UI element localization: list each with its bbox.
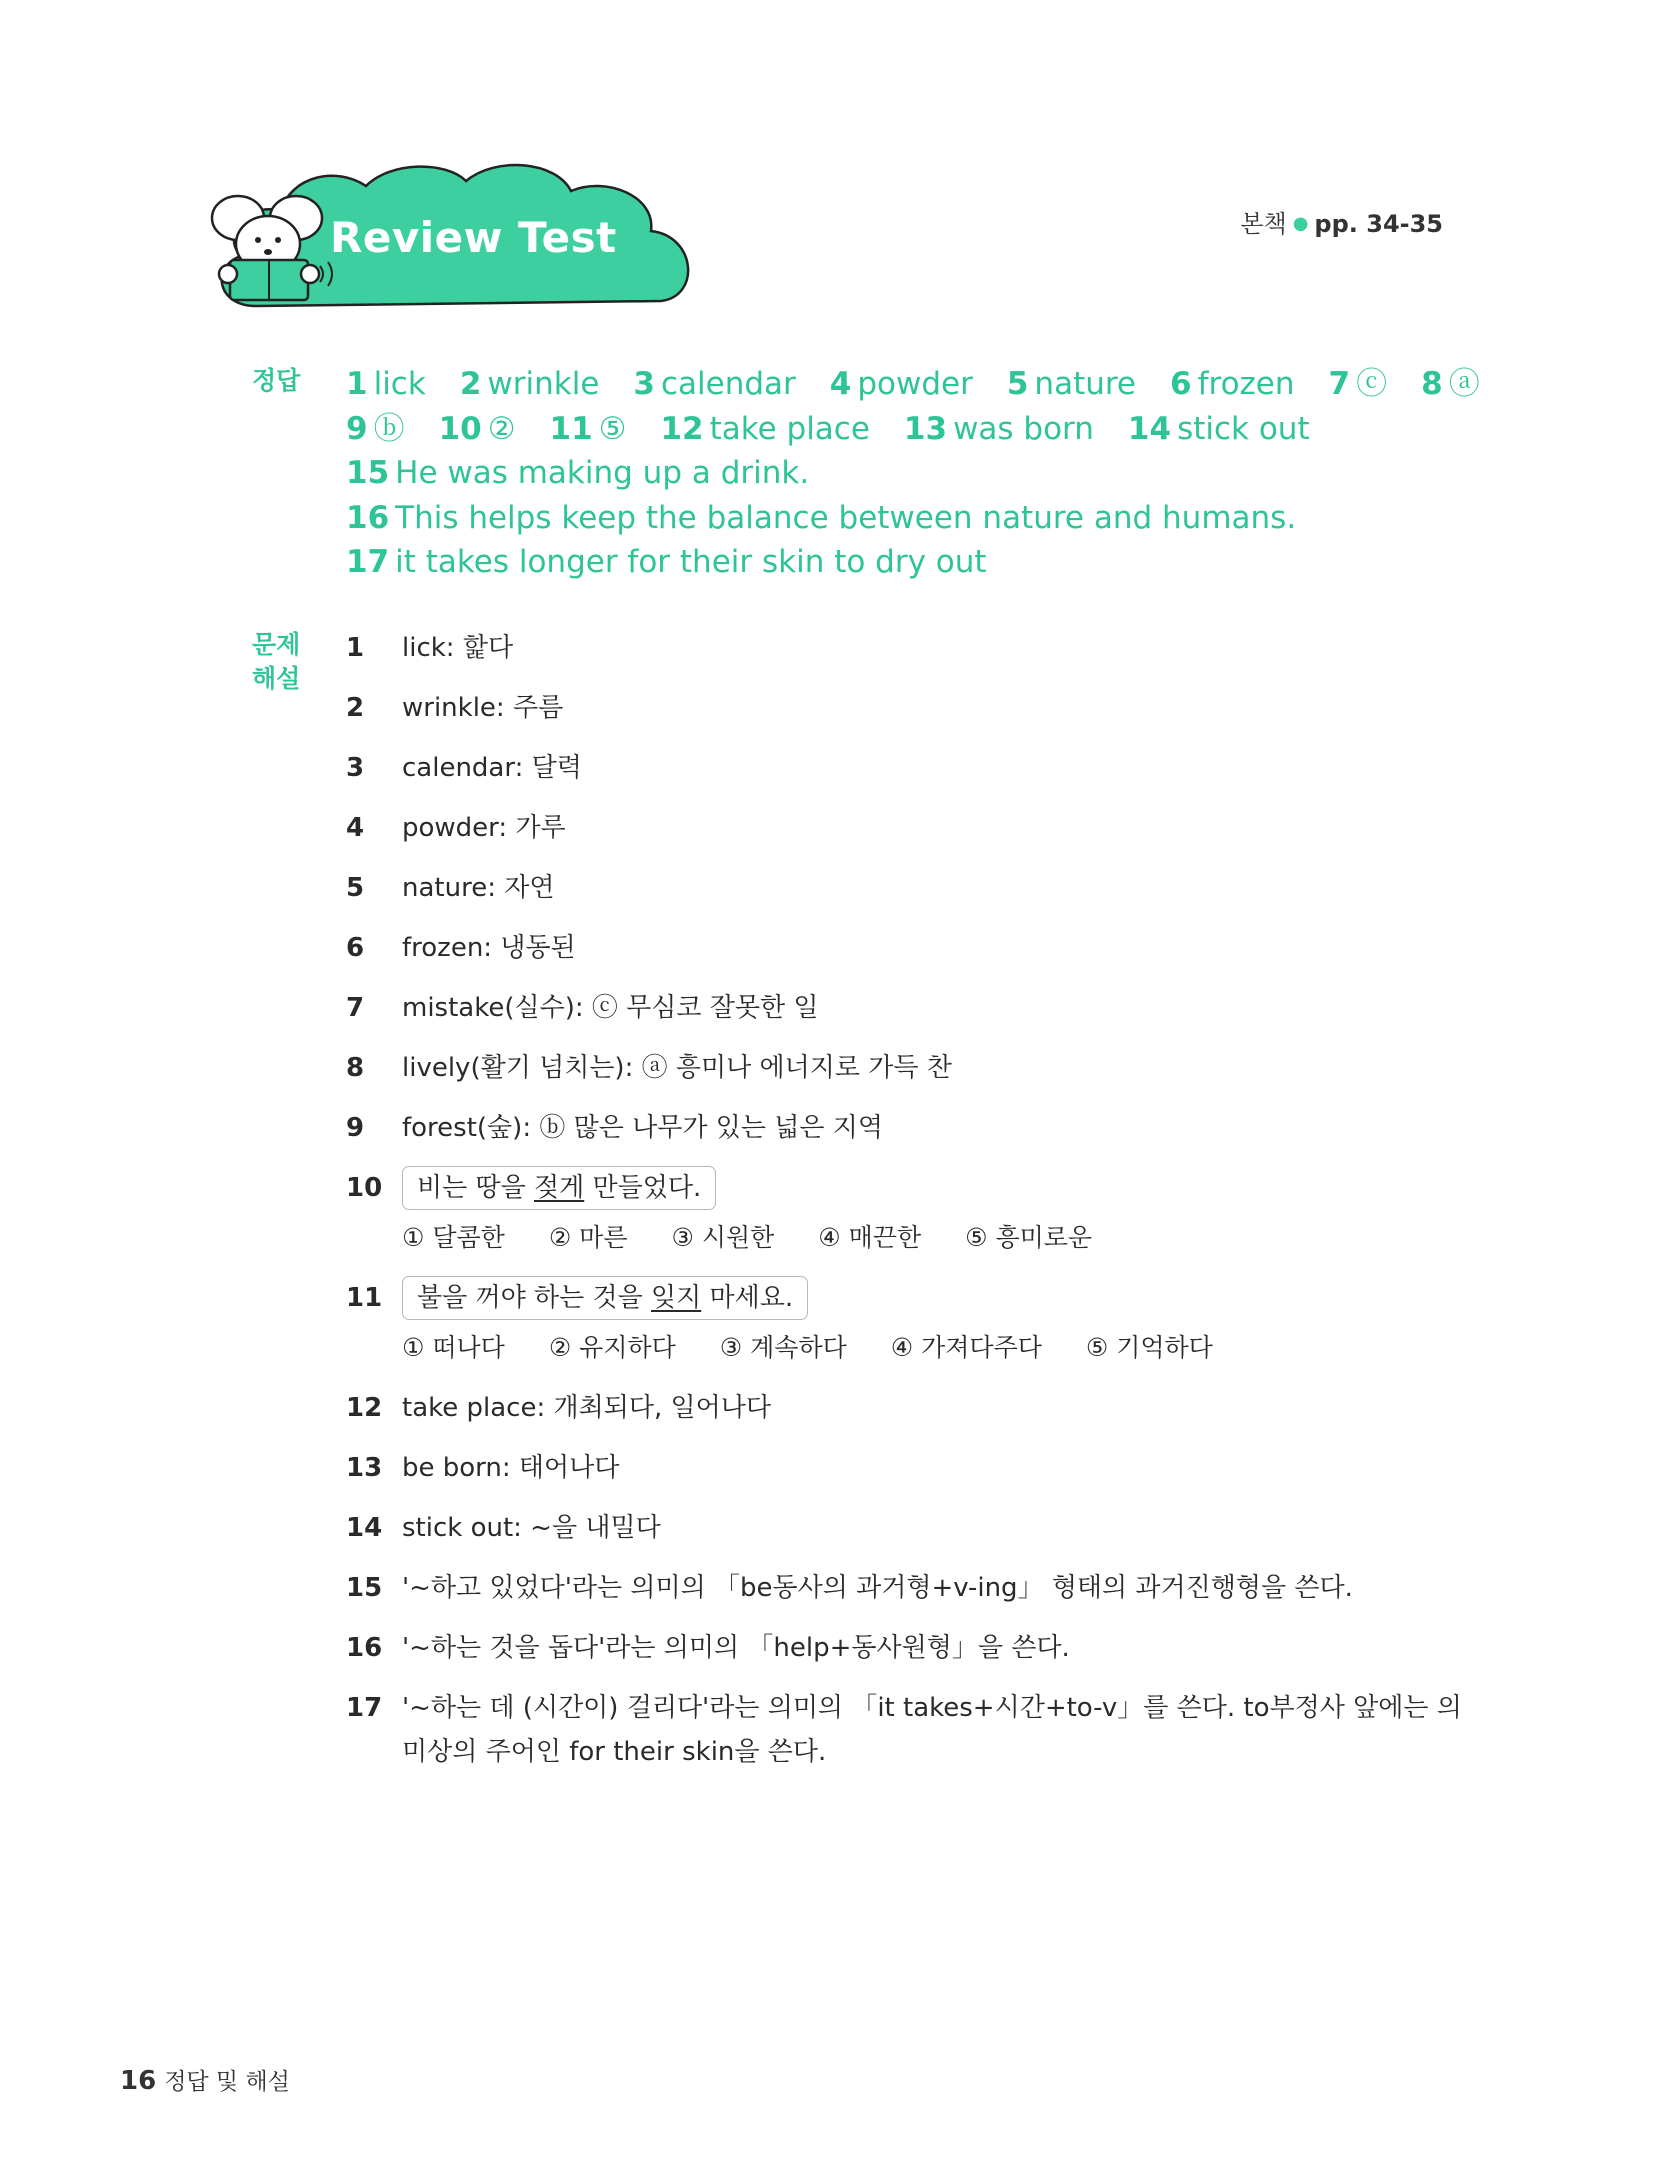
answer-number: 17	[346, 544, 390, 580]
answer-item	[346, 407, 405, 452]
page-ref-label: 본책	[1240, 210, 1287, 238]
answer-text: lick	[373, 366, 426, 402]
answer-number: 1	[346, 366, 368, 402]
explanation-row	[346, 1566, 1466, 1610]
answer-option: ⑤ 흥미로운	[965, 1223, 1093, 1252]
answer-text: wrinkle	[487, 366, 600, 402]
explanation-text: frozen: 냉동된	[402, 933, 576, 963]
explanation-text: mistake(실수): ⓒ 무심코 잘못한 일	[402, 993, 819, 1023]
answer-number: 4	[829, 366, 852, 402]
explanation-text: powder: 가루	[402, 813, 566, 843]
answer-number: 8	[1421, 366, 1443, 402]
explanation-text: wrinkle: 주름	[402, 693, 564, 723]
explanations-label	[252, 628, 300, 696]
question-11-sentence-box	[402, 1276, 808, 1320]
explanation-text: lively(활기 넘치는): ⓐ 흥미나 에너지로 가득 찬	[402, 1053, 952, 1083]
sentence-part: 만들었다.	[584, 1173, 702, 1203]
answer-number: 3	[633, 366, 655, 402]
answer-text: was born	[953, 410, 1094, 447]
answer-item	[904, 407, 1094, 452]
explanations-label-line-2: 해설	[252, 664, 301, 693]
page-ref-pages: pp. 34-35	[1314, 210, 1443, 238]
answer-text: ⓐ	[1448, 366, 1480, 402]
question-number: 5	[346, 873, 365, 903]
question-number: 13	[346, 1453, 383, 1483]
explanation-row	[346, 986, 1466, 1030]
explanation-row	[346, 1506, 1466, 1550]
question-number: 9	[346, 1113, 365, 1143]
answer-item	[439, 407, 516, 452]
explanation-text: '~하고 있었다'라는 의미의 「be동사의 과거형+v-ing」 형태의 과거진행형을 쓴다.	[402, 1573, 1353, 1603]
footer-label: 정답 및 해설	[164, 2069, 290, 2095]
explanation-text: forest(숲): ⓑ 많은 나무가 있는 넓은 지역	[402, 1113, 883, 1143]
answer-number: 2	[459, 366, 482, 402]
question-number: 17	[346, 1693, 383, 1723]
answers-label: 정답	[252, 366, 301, 395]
answer-number: 14	[1127, 410, 1172, 447]
answer-option: ① 달콤한	[402, 1223, 505, 1252]
explanations-group-1	[346, 626, 1466, 1150]
answer-item	[660, 407, 869, 452]
page-reference	[1240, 204, 1443, 239]
answers-line-2	[346, 407, 1466, 452]
question-number: 4	[346, 813, 365, 843]
explanation-text: calendar: 달력	[402, 753, 582, 783]
answer-text: ②	[487, 410, 516, 447]
answer-text: calendar	[660, 366, 796, 402]
question-number: 1	[346, 633, 365, 663]
answer-item	[1170, 362, 1295, 407]
answer-option: ③ 시원한	[671, 1223, 775, 1252]
explanation-row	[346, 866, 1466, 910]
answer-option: ① 떠나다	[402, 1333, 505, 1362]
answer-item	[1329, 362, 1388, 407]
explanation-row	[346, 1686, 1466, 1774]
answer-item	[1007, 362, 1136, 407]
answer-option: ③ 계속하다	[719, 1333, 847, 1362]
answer-option: ② 마른	[548, 1223, 628, 1252]
answer-text: take place	[709, 410, 870, 447]
answer-text: This helps keep the balance between nature and humans.	[395, 499, 1297, 536]
answer-text: ⓑ	[373, 410, 405, 447]
answer-text: ⓒ	[1356, 366, 1388, 402]
underlined-word: 잊지	[651, 1283, 702, 1313]
explanation-row	[346, 1386, 1466, 1430]
answer-number: 11	[549, 410, 593, 447]
question-number: 7	[346, 993, 365, 1023]
underlined-word: 젖게	[534, 1173, 585, 1203]
explanation-text: take place: 개최되다, 일어나다	[402, 1393, 771, 1423]
sentence-part: 비는 땅을	[417, 1173, 534, 1203]
question-10-options	[402, 1216, 1466, 1260]
answer-number: 5	[1006, 366, 1029, 402]
answers-block	[346, 362, 1480, 585]
sentence-part: 불을 꺼야 하는 것을	[417, 1283, 651, 1313]
question-11	[346, 1276, 1466, 1370]
answer-option: ⑤ 기억하다	[1085, 1333, 1213, 1362]
answers-line-5	[346, 540, 1466, 585]
answer-text: frozen	[1197, 366, 1295, 402]
answer-text: nature	[1034, 366, 1137, 402]
question-number: 3	[346, 753, 365, 783]
answer-item	[460, 362, 600, 407]
question-number: 10	[346, 1173, 383, 1203]
question-number: 12	[346, 1393, 383, 1423]
answer-number: 10	[438, 410, 482, 447]
page-footer	[120, 2063, 290, 2096]
explanation-row	[346, 806, 1466, 850]
answer-number: 6	[1170, 366, 1192, 402]
answer-item	[830, 362, 973, 407]
explanations-list	[346, 626, 1466, 1790]
explanation-row	[346, 926, 1466, 970]
answer-item	[1421, 362, 1480, 407]
explanation-text: '~하는 것을 돕다'라는 의미의 「help+동사원형」을 쓴다.	[402, 1633, 1070, 1663]
sentence-part: 마세요.	[701, 1283, 794, 1313]
answer-number: 15	[346, 455, 390, 491]
answer-number: 16	[346, 499, 390, 536]
answer-option: ④ 매끈한	[818, 1223, 922, 1252]
explanation-row	[346, 1106, 1466, 1150]
question-number: 14	[346, 1513, 383, 1543]
question-number: 2	[346, 693, 365, 723]
answers-line-1	[346, 362, 1480, 407]
answer-number: 12	[660, 410, 704, 447]
explanation-row	[346, 746, 1466, 790]
explanation-text: nature: 자연	[402, 873, 555, 903]
answer-text: He was making up a drink.	[395, 455, 810, 491]
answer-item	[550, 407, 627, 452]
answer-text: ⑤	[598, 410, 627, 447]
answer-item	[1128, 407, 1310, 452]
explanation-row	[346, 1446, 1466, 1490]
answer-item	[346, 362, 426, 407]
answer-option: ④ 가져다주다	[890, 1333, 1042, 1362]
explanation-row	[346, 1626, 1466, 1670]
explanation-text: be born: 태어나다	[402, 1453, 620, 1483]
explanation-text: stick out: ~을 내밀다	[402, 1513, 661, 1543]
answer-number: 13	[903, 410, 948, 447]
answer-text: powder	[857, 366, 973, 402]
question-11-options	[402, 1326, 1466, 1370]
explanation-row	[346, 686, 1466, 730]
question-10-sentence-box	[402, 1166, 716, 1210]
answer-item	[633, 362, 795, 407]
explanation-row	[346, 1046, 1466, 1090]
explanation-text: '~하는 데 (시간이) 걸리다'라는 의미의 「it takes+시간+to-v」를 쓴다. to부정사 앞에는 의미상의 주어인 for their skin을 쓴다.	[402, 1693, 1462, 1767]
answers-line-3	[346, 451, 1466, 496]
question-number: 6	[346, 933, 365, 963]
answer-option: ② 유지하다	[548, 1333, 676, 1362]
answer-text: stick out	[1177, 410, 1310, 447]
page-number: 16	[120, 2066, 157, 2096]
explanations-group-2	[346, 1386, 1466, 1774]
answer-number: 9	[346, 410, 368, 447]
answers-line-4	[346, 496, 1466, 541]
explanation-text: lick: 핥다	[402, 633, 514, 663]
page-title: Review Test	[330, 213, 617, 262]
explanations-label-line-1: 문제	[252, 630, 301, 659]
answer-number: 7	[1328, 366, 1351, 402]
question-10	[346, 1166, 1466, 1260]
bullet-dot-icon: ●	[1292, 213, 1309, 234]
question-number: 15	[346, 1573, 383, 1603]
question-number: 8	[346, 1053, 365, 1083]
answer-text: it takes longer for their skin to dry out	[395, 544, 987, 580]
question-number: 11	[346, 1283, 383, 1313]
explanation-row	[346, 626, 1466, 670]
question-number: 16	[346, 1633, 383, 1663]
